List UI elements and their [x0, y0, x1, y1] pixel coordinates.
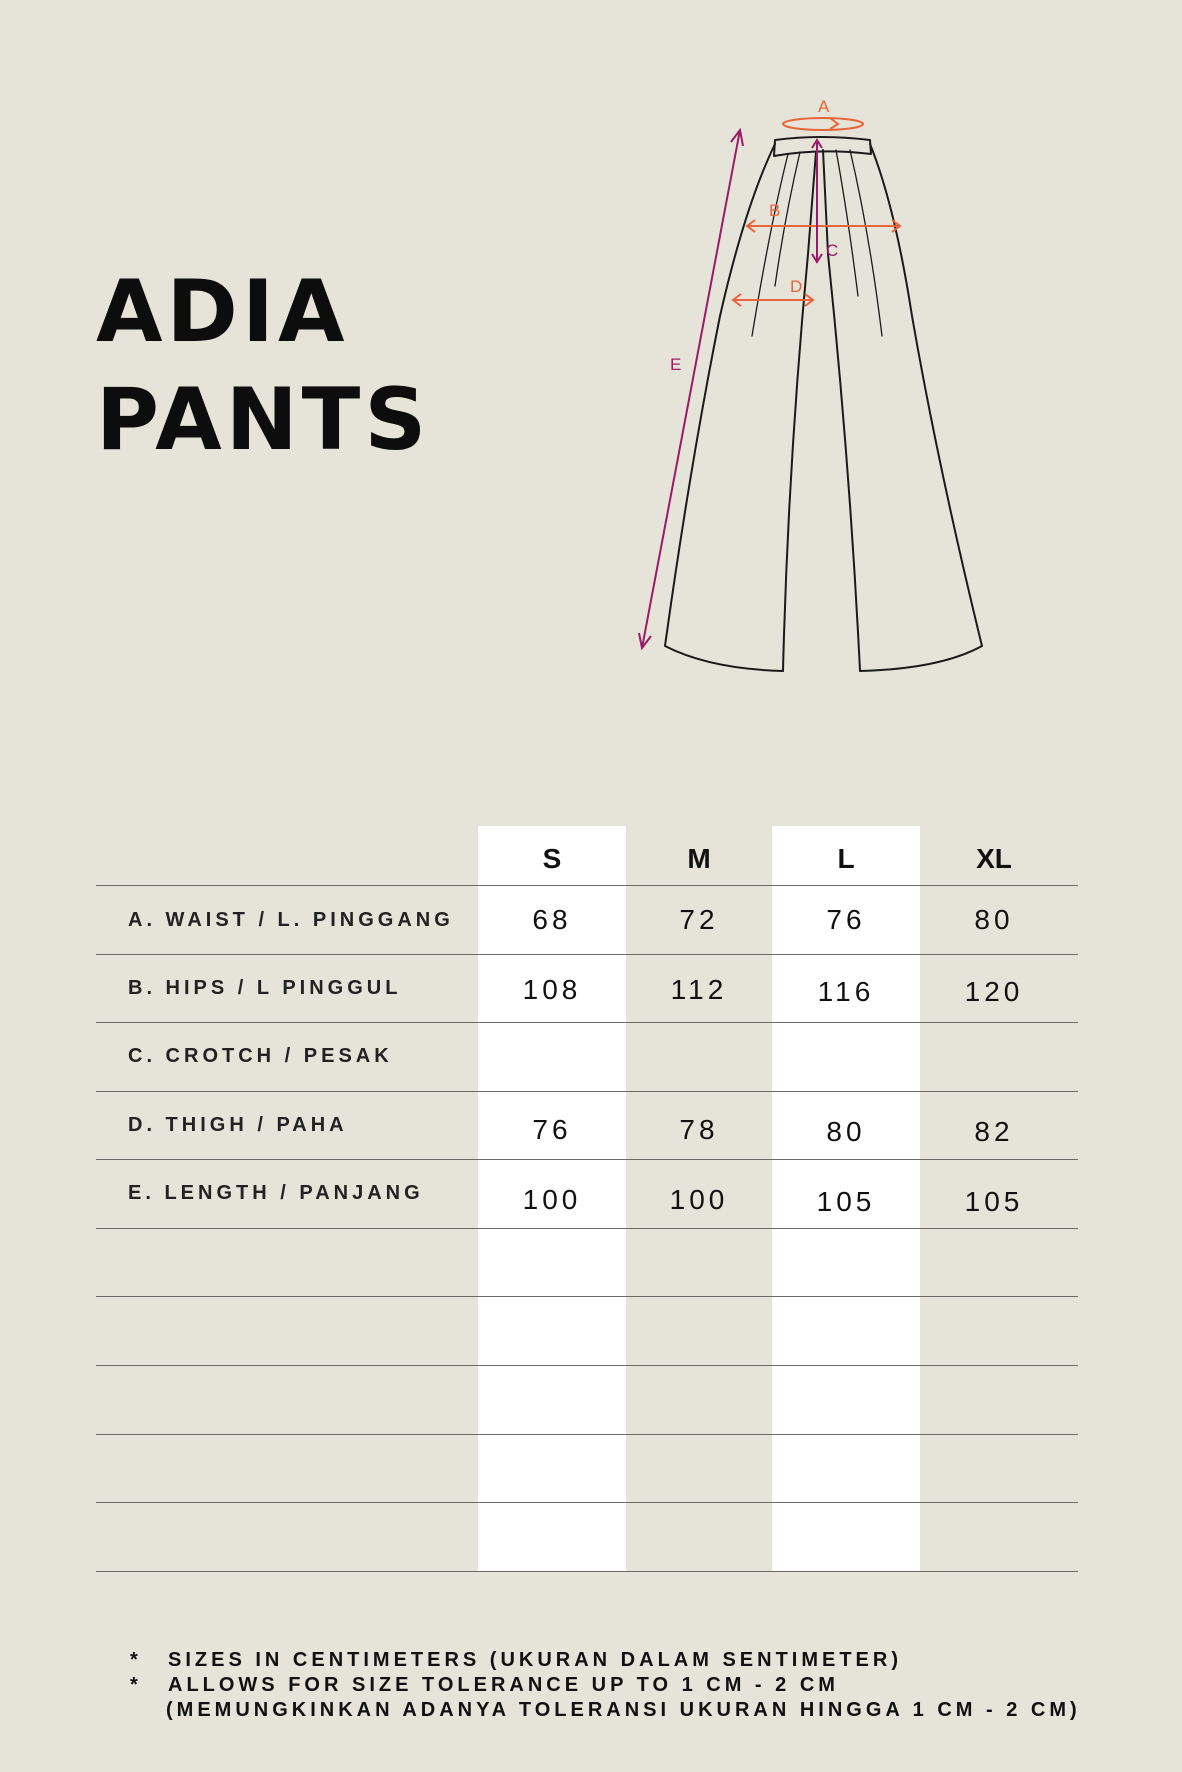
pants-pleat [752, 154, 788, 336]
table-divider [96, 1365, 1078, 1366]
row-label-length: E. LENGTH / PANJANG [128, 1182, 424, 1204]
cell-thigh-xl: 82 [974, 1116, 1014, 1147]
measure-e-length [639, 130, 743, 648]
cell-thigh-s: 76 [532, 1114, 572, 1145]
cell-hips-s: 108 [522, 974, 582, 1005]
size-header-m: M [687, 843, 711, 874]
row-label-waist: A. WAIST / L. PINGGANG [128, 909, 454, 931]
diagram-label-d: D [790, 277, 803, 296]
row-label-crotch: C. CROTCH / PESAK [128, 1045, 393, 1067]
cell-waist-l: 76 [826, 904, 866, 935]
cell-thigh-l: 80 [826, 1116, 866, 1147]
table-divider [96, 1502, 1078, 1503]
cell-hips-m: 112 [670, 974, 728, 1005]
size-header-l: L [837, 843, 855, 874]
note-tolerance-text: ALLOWS FOR SIZE TOLERANCE UP TO 1 CM - 2 CM [168, 1674, 839, 1696]
cell-length-xl: 105 [964, 1186, 1024, 1217]
diagram-label-c: C [826, 241, 839, 260]
pants-measurement-diagram [620, 86, 1000, 686]
size-header-s: S [542, 843, 562, 874]
size-header-xl: XL [976, 843, 1012, 874]
note-tolerance [130, 1673, 1081, 1698]
product-title-line-2: PANTS [96, 370, 431, 470]
cell-waist-s: 68 [532, 904, 572, 935]
cell-length-s: 100 [522, 1184, 582, 1215]
note-units [130, 1648, 1081, 1673]
size-notes [130, 1648, 1081, 1723]
cell-waist-m: 72 [679, 904, 719, 935]
note-bullet: * [130, 1674, 142, 1696]
diagram-label-a: A [818, 97, 830, 116]
row-label-thigh: D. THIGH / PAHA [128, 1114, 348, 1136]
diagram-label-b: B [769, 201, 781, 220]
pants-pleat [850, 150, 882, 336]
measure-c-crotch [812, 140, 822, 262]
product-title-line-1: ADIA [96, 262, 349, 362]
cell-hips-xl: 120 [964, 976, 1024, 1007]
pants-right-leg [823, 144, 982, 671]
cell-thigh-m: 78 [679, 1114, 719, 1145]
note-tolerance-translation: (MEMUNGKINKAN ADANYA TOLERANSI UKURAN HINGGA 1 CM - 2 CM) [166, 1699, 1081, 1721]
note-units-text: SIZES IN CENTIMETERS (UKURAN DALAM SENTIMETER) [168, 1649, 902, 1671]
cell-length-l: 105 [816, 1186, 876, 1217]
cell-hips-l: 116 [817, 976, 875, 1007]
cell-waist-xl: 80 [974, 904, 1014, 935]
measure-a-waist [783, 118, 863, 130]
cell-length-m: 100 [669, 1184, 729, 1215]
row-label-hips: B. HIPS / L PINGGUL [128, 977, 402, 999]
table-divider [96, 1571, 1078, 1572]
note-bullet: * [130, 1649, 142, 1671]
diagram-label-e: E [670, 355, 682, 374]
table-divider [96, 1296, 1078, 1297]
table-divider [96, 1434, 1078, 1435]
measure-b-hips [747, 220, 900, 232]
product-title [96, 258, 430, 474]
